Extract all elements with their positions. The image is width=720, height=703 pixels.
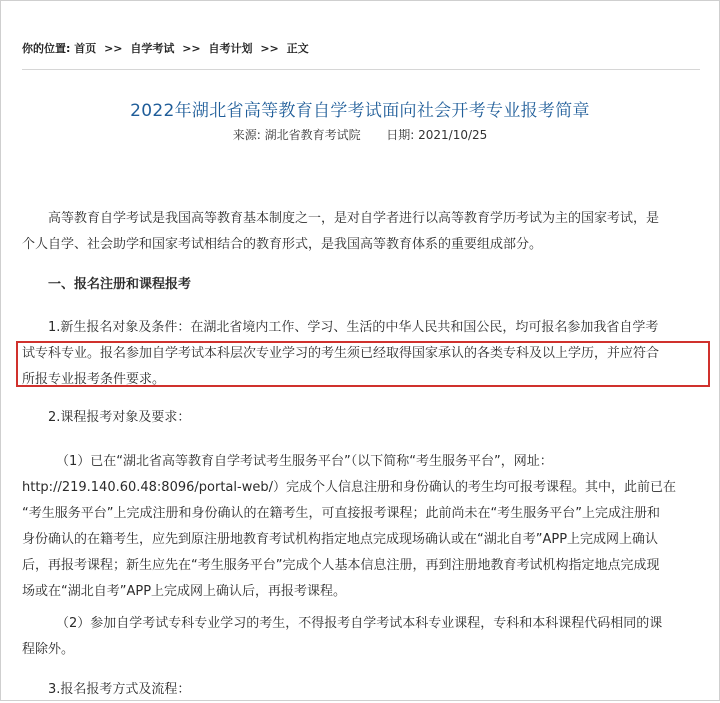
url-line: http://219.140.60.48:8096/portal-web/）完成个人信息注册和身份确认的考生均可报考课程。其中，此前已在 xyxy=(22,480,676,495)
text-line: 高等教育自学考试是我国高等教育基本制度之一，是对自学者进行以高等教育学历考试为主的国家考试，是 xyxy=(48,211,660,226)
text-line: 后，再报考课程；新生应先在“考生服务平台”完成个人基本信息注册，再到注册地教育考试机构指定地点完成现 xyxy=(22,558,660,573)
article-meta xyxy=(0,126,720,143)
breadcrumb-current: 正文 xyxy=(286,42,309,55)
breadcrumb-self-study-link[interactable]: 自学考试 xyxy=(130,42,175,55)
section-heading-text: 一、报名注册和课程报考 xyxy=(48,277,192,292)
text-line: 3.报名报考方式及流程： xyxy=(48,682,191,697)
text-line: 身份确认的在籍考生，应先到原注册地教育考试机构指定地点完成现场确认或在“湖北自考”APP上完成网上确认 xyxy=(22,532,659,547)
breadcrumb-home-link[interactable]: 首页 xyxy=(74,42,97,55)
item3-paragraph xyxy=(22,677,708,703)
item2-paragraph xyxy=(22,405,708,431)
section-heading xyxy=(22,272,708,298)
article-title: 2022年湖北省高等教育自学考试面向社会开考专业报考简章 xyxy=(130,101,590,121)
breadcrumb-separator: >> xyxy=(260,42,279,55)
breadcrumb-separator: >> xyxy=(104,42,123,55)
text-line: （2）参加自学考试专科专业学习的考生，不得报考自学考试本科专业课程，专科和本科课程代码相同的课 xyxy=(56,616,663,631)
source-value: 湖北省教育考试院 xyxy=(264,128,361,142)
item2-2-paragraph xyxy=(22,611,708,663)
item2-1-paragraph xyxy=(22,449,708,605)
text-line: 所报专业报考条件要求。 xyxy=(22,372,166,387)
breadcrumb-label: 你的位置: xyxy=(22,42,71,55)
text-line: 试专科专业。报名参加自学考试本科层次专业学习的考生须已经取得国家承认的各类专科及以上学历，并应符合 xyxy=(22,346,660,361)
breadcrumb-separator: >> xyxy=(182,42,201,55)
text-line: 1.新生报名对象及条件：在湖北省境内工作、学习、生活的中华人民共和国公民，均可报名参加我省自学考 xyxy=(48,320,659,335)
divider xyxy=(22,69,700,70)
text-line: （1）已在“湖北省高等教育自学考试考生服务平台”（以下简称“考生服务平台”，网址： xyxy=(56,454,553,469)
date-label: 日期: xyxy=(386,128,415,142)
breadcrumb xyxy=(22,40,309,56)
text-line: 程除外。 xyxy=(22,642,75,657)
highlight-box xyxy=(16,341,710,387)
text-line: 个人自学、社会助学和国家考试相结合的教育形式，是我国高等教育体系的重要组成部分。 xyxy=(22,237,543,252)
text-line: 2.课程报考对象及要求： xyxy=(48,410,191,425)
date-value: 2021/10/25 xyxy=(418,128,488,142)
text-line: 场或在“湖北自考”APP上完成网上确认后，再报考课程。 xyxy=(22,584,347,599)
breadcrumb-exam-plan-link[interactable]: 自考计划 xyxy=(208,42,253,55)
text-line: “考生服务平台”上完成注册和身份确认的在籍考生，可直接报考课程；此前尚未在“考生服务平台”上完成注册和 xyxy=(22,506,660,521)
intro-paragraph xyxy=(22,206,708,258)
source-label: 来源: xyxy=(232,128,261,142)
